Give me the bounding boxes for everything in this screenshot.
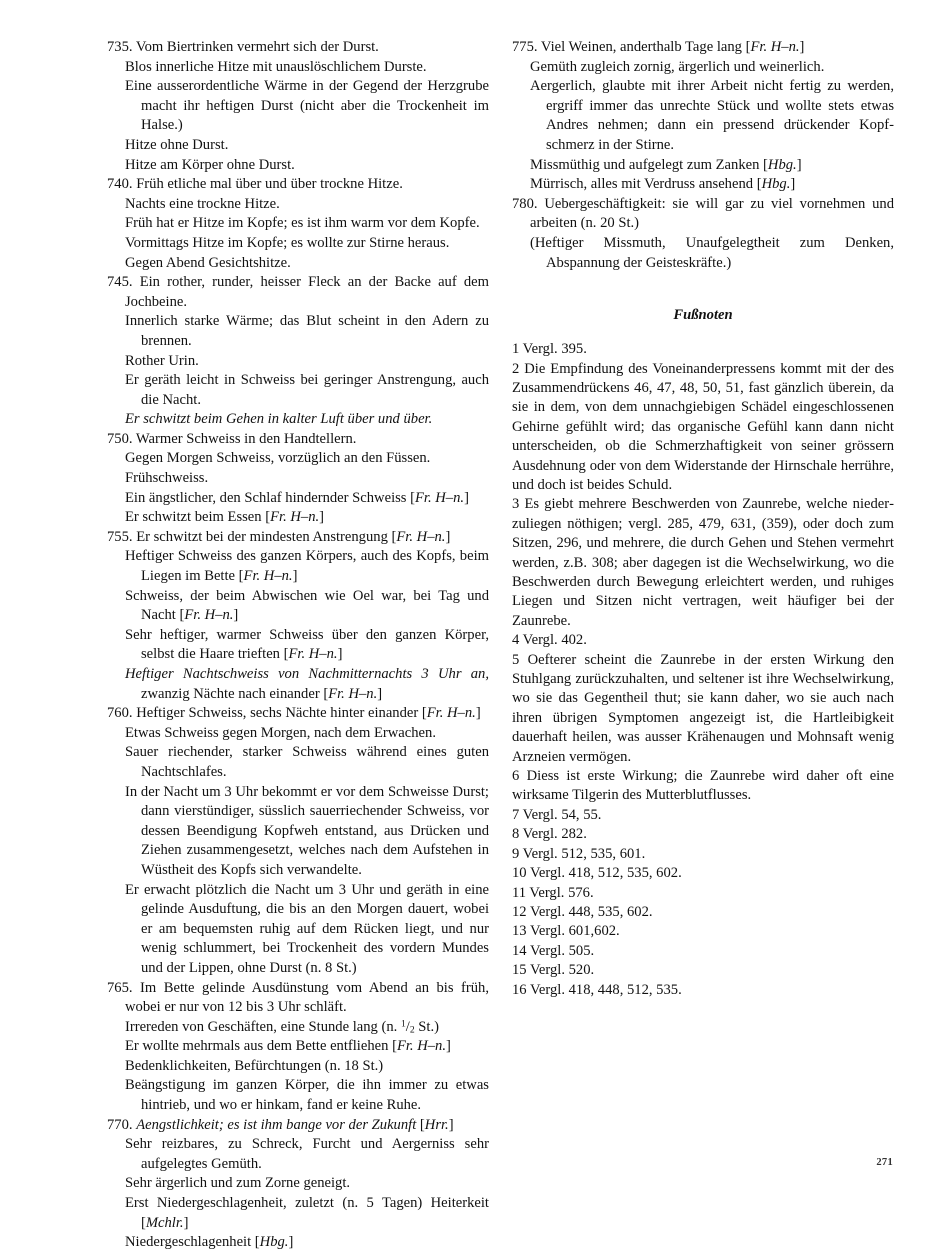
footnote-item: 1 Vergl. 395.: [512, 341, 587, 358]
symptom-entry: Vormittags Hitze im Kopfe; es wollte zur Stirne heraus.: [125, 234, 450, 251]
symptom-entry: Sehr ärgerlich und zum Zorne geneigt.: [125, 1175, 351, 1192]
symptom-entry: 780. Uebergeschäftigkeit: sie will gar zu viel vornehmen und arbeiten (n. 20 St.): [512, 195, 894, 232]
symptom-entry: Sehr heftiger, warmer Schweiss über den ganzen Körper, selbst die Haare trieften [Fr. H–n.]: [125, 626, 489, 663]
symptom-entry: Missmüthig und aufgelegt zum Zanken [Hbg.]: [530, 156, 802, 173]
symptom-entry: Heftiger Nachtschweiss von Nachmitternachts 3 Uhr an, zwanzig Nächte nach einander [Fr. H–n.]: [125, 666, 489, 702]
symptom-entry: 750. Warmer Schweiss in den Handtellern.: [107, 430, 357, 447]
symptom-entry: Er geräth leicht in Schweiss bei geringer Anstrengung, auch die Nacht.: [125, 372, 489, 408]
symptom-entry: Sauer riechender, starker Schweiss während eines guten Nachtschlafes.: [125, 744, 489, 780]
symptom-entry: Aergerlich, glaubte mit ihrer Arbeit nicht fertig zu werden, ergriff immer das unrechte Stück und wollte stets etwas Andres nehmen; dann ein pressend drückender Kopfschmerz in der Stirne.: [530, 78, 894, 153]
symptom-entry: In der Nacht um 3 Uhr bekommt er vor dem Schweisse Durst; dann vierstündiger, süsslich sauerriechender Schweiss, vor dessen Beendigung Kopfweh entstand, aus Drücken und Ziehen zusammengesetzt, welches nach dem Aufstehen in Wüstheit des Kopfs sich verwandelte.: [125, 783, 489, 878]
footnote-item: 8 Vergl. 282.: [512, 826, 587, 843]
symptom-entry: Gegen Morgen Schweiss, vorzüglich an den Füssen.: [125, 450, 431, 467]
footnotes-heading: Fußnoten: [673, 307, 733, 324]
footnote-list: [512, 340, 894, 1000]
symptom-entry: 745. Ein rother, runder, heisser Fleck an der Backe auf dem Jochbeine.: [107, 274, 489, 310]
footnote-item: 13 Vergl. 601,602.: [512, 923, 620, 940]
symptom-entry: Niedergeschlagenheit [Hbg.]: [125, 1234, 294, 1251]
symptom-entry: Er schwitzt beim Gehen in kalter Luft über und über.: [125, 411, 433, 428]
footnote-item: 3 Es giebt mehrere Beschwerden von Zaunrebe, welche niederzuliegen nöthigen; vergl. 285, 479, 631, (359), oder doch zum Sitzen, 296, und mehrere, die durch Gehen und Stehen vermehrt werden, z.B. 308; aber dagegen ist die Wechselwirkung, wo die Beschwerden durch Bewegung erleichtert werden, und ruhiges Liegen und Sitzen nicht vertragen, weit häufiger bei der Zaunrebe.: [512, 496, 894, 629]
symptom-entry: Bedenklichkeiten, Befürchtungen (n. 18 St.): [125, 1057, 384, 1074]
footnote-item: 11 Vergl. 576.: [512, 884, 594, 901]
footnote-item: 15 Vergl. 520.: [512, 962, 595, 979]
footnote-item: 4 Vergl. 402.: [512, 632, 587, 649]
symptom-entry: Innerlich starke Wärme; das Blut scheint in den Adern zu brennen.: [125, 313, 489, 349]
symptom-entry: Heftiger Schweiss des ganzen Körpers, auch des Kopfs, beim Liegen im Bette [Fr. H–n.]: [125, 548, 489, 585]
symptom-entry: Er schwitzt beim Essen [Fr. H–n.]: [125, 509, 325, 526]
footnote-item: 5 Oefterer scheint die Zaunrebe in der ersten Wirkung den Stuhlgang zurückzuhalten, und seltener ist ihre Wechselwirkung, wo sie das Gegentheil thut; sie kann daher, wo sie auch nach ihren übrigen Symptomen angezeigt ist, die Hartleibigkeit dauerhaft heilen, was ausser Krähenaugen und Mohnsaft wenig Arzneien vermögen.: [512, 651, 894, 765]
footnote-item: 9 Vergl. 512, 535, 601.: [512, 845, 646, 862]
symptom-entry-list: [512, 38, 894, 273]
footnote-item: 10 Vergl. 418, 512, 535, 602.: [512, 865, 682, 882]
symptom-entry: (Heftiger Missmuth, Unaufgelegtheit zum Denken, Abspannung der Geisteskräfte.): [530, 234, 894, 271]
footnote-item: 6 Diess ist erste Wirkung; die Zaunrebe wird daher oft eine wirksame Tilgerin des Mutterblutflusses.: [512, 768, 894, 804]
symptom-entry: Schweiss, der beim Abwischen wie Oel war, bei Tag und Nacht [Fr. H–n.]: [125, 587, 489, 624]
symptom-entry: Rother Urin.: [125, 352, 199, 369]
symptom-entry: 760. Heftiger Schweiss, sechs Nächte hinter einander [Fr. H–n.]: [107, 705, 481, 722]
symptom-entry: Ein ängstlicher, den Schlaf hindernder Schweiss [Fr. H–n.]: [125, 489, 469, 506]
footnote-item: 14 Vergl. 505.: [512, 942, 595, 959]
symptom-entry: Irrereden von Geschäften, eine Stunde lang (n. $^1/_2$ St.): [125, 1018, 439, 1036]
symptom-entry: Er erwacht plötzlich die Nacht um 3 Uhr und geräth in eine gelinde Ausduftung, die bis an den Morgen dauert, wobei er am bequemsten ruhig auf dem Rücken liegt, und nur wenig schlummert, bei Trockenheit des vordern Mundes und der Lippen, ohne Durst (n. 8 St.): [125, 881, 489, 976]
symptom-entry: 775. Viel Weinen, anderthalb Tage lang [Fr. H–n.]: [512, 39, 805, 55]
left-text-column: [107, 38, 489, 1253]
symptom-entry: 740. Früh etliche mal über und über trockne Hitze.: [107, 176, 403, 193]
symptom-entry: Frühschweiss.: [125, 470, 209, 487]
symptom-entry: 755. Er schwitzt bei der mindesten Anstrengung [Fr. H–n.]: [107, 528, 451, 545]
symptom-entry: Hitze am Körper ohne Durst.: [125, 156, 295, 173]
symptom-entry: Eine ausserordentliche Wärme in der Gegend der Herzgrube macht ihr heftigen Durst (nicht aber die Trockenheit im Halse.): [125, 78, 489, 134]
symptom-entry: Gegen Abend Gesichtshitze.: [125, 254, 291, 271]
symptom-entry: Mürrisch, alles mit Verdruss ansehend [Hbg.]: [530, 176, 796, 193]
footnote-item: 7 Vergl. 54, 55.: [512, 806, 602, 823]
symptom-entry: Erst Niedergeschlagenheit, zuletzt (n. 5 Tagen) Heiterkeit [Mchlr.]: [125, 1195, 489, 1231]
symptom-entry: Etwas Schweiss gegen Morgen, nach dem Erwachen.: [125, 724, 436, 741]
symptom-entry: Beängstigung im ganzen Körper, die ihn immer zu etwas hintrieb, und wo er hinkam, fand er keine Ruhe.: [125, 1077, 489, 1114]
symptom-entry: Er wollte mehrmals aus dem Bette entfliehen [Fr. H–n.]: [125, 1038, 451, 1055]
symptom-entry: Blos innerliche Hitze mit unauslöschlichem Durste.: [125, 58, 427, 75]
symptom-entry: Gemüth zugleich zornig, ärgerlich und weinerlich.: [530, 58, 825, 75]
symptom-entry: Früh hat er Hitze im Kopfe; es ist ihm warm vor dem Kopfe.: [125, 215, 480, 232]
symptom-entry: Sehr reizbares, zu Schreck, Furcht und Aergerniss sehr aufgelegtes Gemüth.: [125, 1136, 489, 1172]
symptom-entry: 770. Aengstlichkeit; es ist ihm bange vor der Zukunft [Hrr.]: [107, 1116, 454, 1133]
symptom-entry: Hitze ohne Durst.: [125, 136, 229, 153]
footnote-item: 16 Vergl. 418, 448, 512, 535.: [512, 981, 682, 998]
symptom-entry: 765. Im Bette gelinde Ausdünstung vom Abend an bis früh, wobei er nur von 12 bis 3 Uhr schläft.: [107, 979, 489, 1016]
right-text-column: [512, 38, 894, 1000]
footnote-item: 12 Vergl. 448, 535, 602.: [512, 903, 653, 920]
symptom-entry: Nachts eine trockne Hitze.: [125, 195, 280, 212]
symptom-entry: 735. Vom Biertrinken vermehrt sich der Durst.: [107, 39, 379, 55]
page-number: 271: [876, 1157, 893, 1168]
footnote-item: 2 Die Empfindung des Voneinanderpressens kommt mit der des Zusammendrückens 46, 47, 48, 50, 51, fast gänzlich überein, da sie in dem, von dem unnachgiebigen Schädel eingeschlossenen Gehirne gefühlt wird; das organische Gefühl kann dann nicht unterscheiden, ob die Schmerzhaftigkeit von seiner grössern Ausdehnung oder von dem Widerstande der Hirnschale herrühre, und doch ist beides Schuld.: [512, 360, 894, 493]
